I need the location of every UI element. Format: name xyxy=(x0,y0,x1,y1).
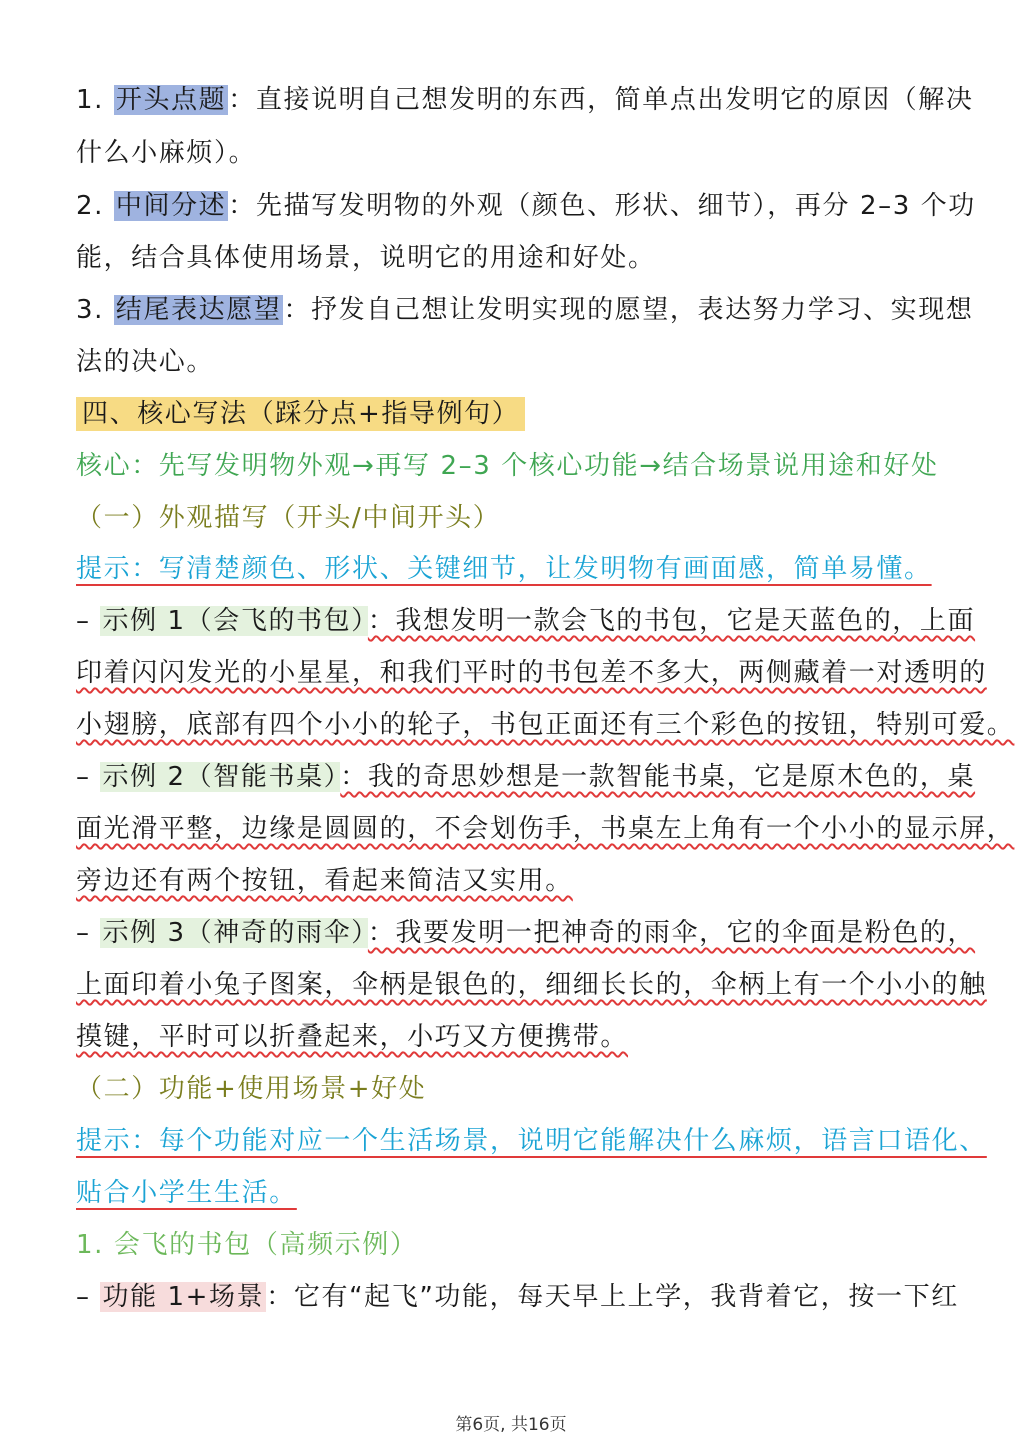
tip-functions-line-1: 提示：每个功能对应一个生活场景，说明它能解决什么麻烦，语言口语化、 xyxy=(76,1126,987,1156)
page-footer: 第6页, 共16页 xyxy=(455,1415,567,1435)
section-2-line-1: 2. 中间分述：先描写发明物的外观（颜色、形状、细节），再分 2–3 个功 xyxy=(76,191,976,221)
subheading-appearance: （一）外观描写（开头/中间开头） xyxy=(76,503,501,533)
subheading-functions: （二）功能+使用场景+好处 xyxy=(76,1074,427,1104)
section-2-label: 中间分述 xyxy=(115,191,227,221)
tip-appearance: 提示：写清楚颜色、形状、关键细节，让发明物有画面感，简单易懂。 xyxy=(76,554,932,584)
example-2-line-2: 面光滑平整，边缘是圆圆的，不会划伤手，书桌左上角有一个小小的显示屏， xyxy=(76,814,1015,844)
example-3-line-2: 上面印着小兔子图案，伞柄是银色的，细细长长的，伞柄上有一个小小的触 xyxy=(76,970,987,1000)
heading-core-methods: 四、核心写法（踩分点+指导例句） xyxy=(76,394,525,434)
section-1-label: 开头点题 xyxy=(115,85,227,115)
item-flying-backpack: 1. 会飞的书包（高频示例） xyxy=(76,1230,418,1260)
section-1-line-2: 什么小麻烦）。 xyxy=(76,138,257,168)
function-1-line: – 功能 1+场景：它有“起飞”功能，每天早上上学，我背着它，按一下红 xyxy=(76,1282,959,1312)
core-summary: 核心：先写发明物外观→再写 2–3 个核心功能→结合场景说用途和好处 xyxy=(76,451,939,481)
tip-functions-line-2: 贴合小学生生活。 xyxy=(76,1178,297,1208)
example-3-line-1: – 示例 3（神奇的雨伞）：我要发明一把神奇的雨伞，它的伞面是粉色的， xyxy=(76,918,976,948)
example-1-line-1: – 示例 1（会飞的书包）：我想发明一款会飞的书包，它是天蓝色的，上面 xyxy=(76,606,976,636)
example-3-line-3: 摸键，平时可以折叠起来，小巧又方便携带。 xyxy=(76,1022,629,1052)
section-3-line-2: 法的决心。 xyxy=(76,347,215,377)
example-2-line-3: 旁边还有两个按钮，看起来简洁又实用。 xyxy=(76,866,573,896)
section-3-line-1: 3. 结尾表达愿望：抒发自己想让发明实现的愿望，表达努力学习、实现想 xyxy=(76,295,974,325)
section-2-line-2: 能，结合具体使用场景，说明它的用途和好处。 xyxy=(76,243,656,273)
example-1-line-2: 印着闪闪发光的小星星，和我们平时的书包差不多大，两侧藏着一对透明的 xyxy=(76,658,987,688)
example-1-line-3: 小翅膀，底部有四个小小的轮子，书包正面还有三个彩色的按钮，特别可爱。 xyxy=(76,710,1015,740)
example-1-label: 示例 1（会飞的书包） xyxy=(102,606,366,636)
function-1-label: 功能 1+场景 xyxy=(102,1282,265,1312)
section-3-label: 结尾表达愿望 xyxy=(115,295,282,325)
example-3-label: 示例 3（神奇的雨伞） xyxy=(102,918,366,948)
section-1-line-1: 1. 开头点题：直接说明自己想发明的东西，简单点出发明它的原因（解决 xyxy=(76,85,974,115)
example-2-line-1: – 示例 2（智能书桌）：我的奇思妙想是一款智能书桌，它是原木色的，桌 xyxy=(76,762,976,792)
example-2-label: 示例 2（智能书桌） xyxy=(102,762,339,792)
